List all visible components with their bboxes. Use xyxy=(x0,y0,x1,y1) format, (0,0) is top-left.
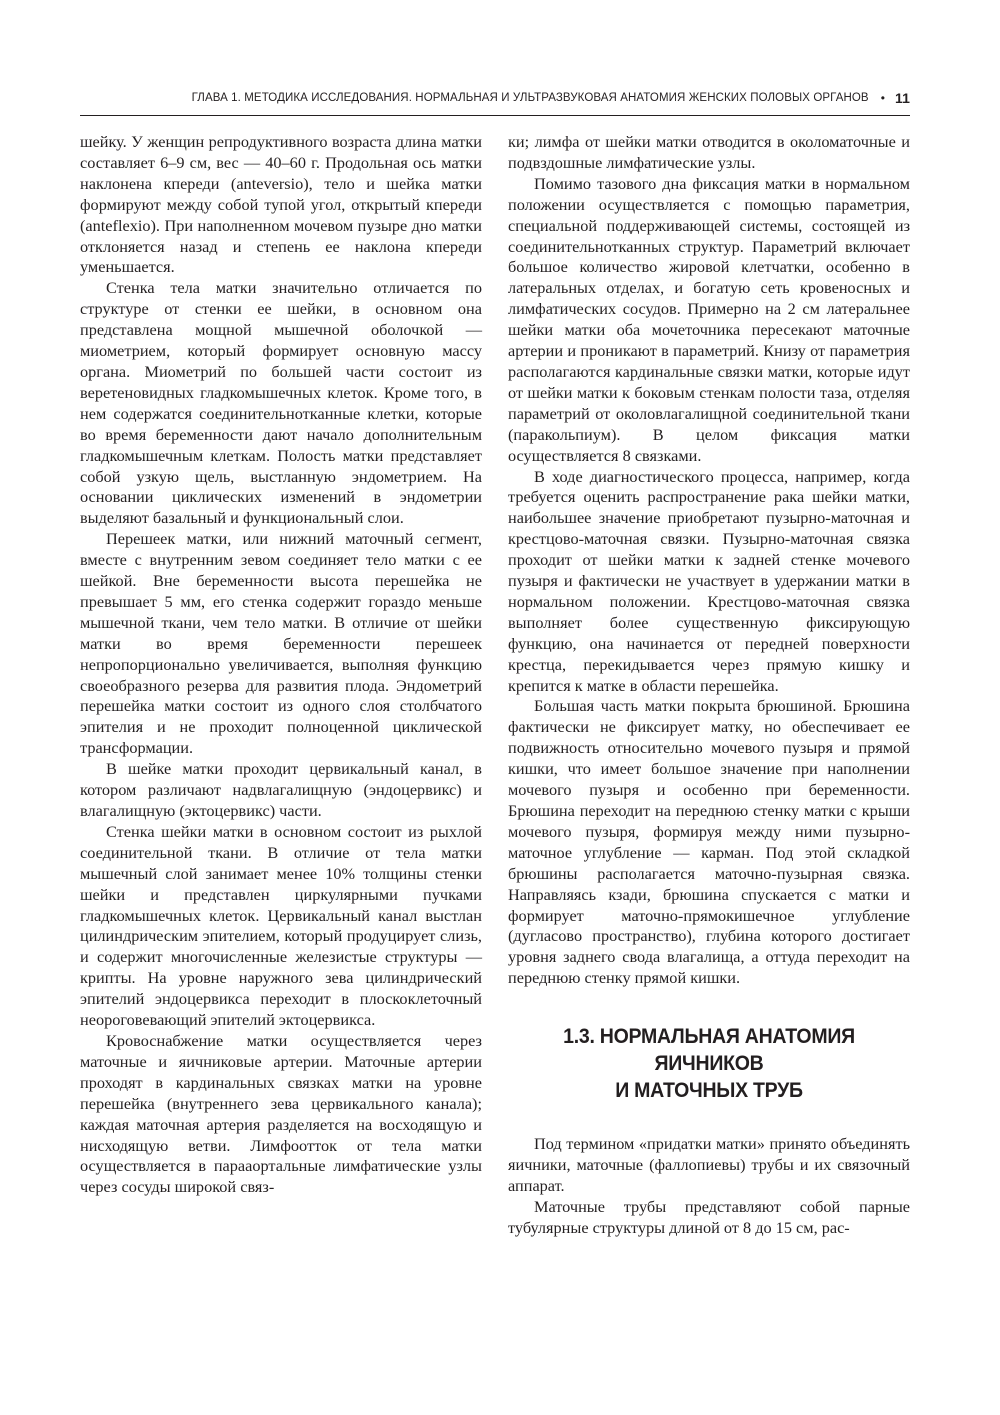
paragraph: шейку. У женщин репродуктивного возраста длина матки составляет 6–9 см, вес — 40–60 г. Продольная ось матки наклонена кпереди (anteversio), тело и шейка матки формируют между собой тупой угол, открытый кпереди (anteflexio). При наполненном мочевом пузыре дно матки отклоняется назад и степень ее наклона кпереди уменьшается. xyxy=(80,132,482,277)
paragraph: В шейке матки проходит цервикальный канал, в котором различают надвлагалищную (эндоцервикс) и влагалищную (эктоцервикс) части. xyxy=(80,759,482,820)
paragraph: Стенка тела матки значительно отличается по структуре от стенки ее шейки, в основном она представлена мощной мышечной оболочкой — миометрием, который формирует основную массу органа. Миометрий по большей части состоит из веретеновидных гладкомышечных клеток. Кроме того, в нем содержатся соединительнотканные клетки, которые во время беременности дают начало дополнительным гладкомышечным клеткам. Полость матки представляет собой узкую щель, выстланную эндометрием. На основании циклических изменений в эндометрии выделяют базальный и функциональный слои. xyxy=(80,278,482,528)
paragraph: ки; лимфа от шейки матки отводится в околоматочные и подвздошные лимфатические узлы. xyxy=(508,132,910,172)
paragraph: Кровоснабжение матки осуществляется через маточные и яичниковые артерии. Маточные артерии проходят в кардинальных связках матки на уровне перешейка (внутреннего зева цервикального канала); каждая маточная артерия разделяется на восходящую и нисходящую ветви. Лимфоотток от тела матки осуществляется в парааортальные лимфатические узлы через сосуды широкой связ- xyxy=(80,1030,482,1197)
section-title-line-1: 1.3. НОРМАЛЬНАЯ АНАТОМИЯ ЯИЧНИКОВ xyxy=(563,1025,855,1076)
paragraph: Большая часть матки покрыта брюшиной. Брюшина фактически не фиксирует матку, но обеспечивает ее подвижность относительно мочевого пузыря и прямой кишки, что имеет большое значение при наполнении мочевого пузыря и особенно при беременности. Брюшина переходит на переднюю стенку матки с крыши мочевого пузыря, формируя между ними пузырно-маточное углубление — карман. Под этой складкой брюшины располагается маточно-пузырная связка. Направляясь кзади, брюшина спускается с матки и формирует маточно-прямокишечное углубление (дугласово пространство), глубина которого достигает уровня заднего свода влагалища, а оттуда переходит на переднюю стенку прямой кишки. xyxy=(508,696,910,988)
paragraph: Перешеек матки, или нижний маточный сегмент, вместе с внутренним зевом соединяет тело матки с ее шейкой. Вне беременности высота перешейка не превышает 5 мм, его стенка содержит гораздо меньше мышечной ткани, чем тело матки. В отличие от шейки матки во время беременности перешеек непропорционально увеличивается, выполняя функцию своеобразного резерва для развития плода. Эндометрий перешейка матки состоит из одного слоя столбчатого эпителия и не проходит полноценной циклической трансформации. xyxy=(80,529,482,758)
section-title xyxy=(522,1023,896,1104)
right-column xyxy=(508,132,910,1239)
paragraph: Под термином «придатки матки» принято объединять яичники, маточные (фаллопиевы) трубы и их связочный аппарат. xyxy=(508,1134,910,1195)
page-number: 11 xyxy=(895,90,910,106)
header-bullet: • xyxy=(880,91,885,105)
paragraph: Стенка шейки матки в основном состоит из рыхлой соединительной ткани. В отличие от тела матки мышечный слой занимает менее 10% толщины стенки шейки и представлен циркулярными пучками гладкомышечных клеток. Цервикальный канал выстлан цилиндрическим эпителием, который продуцирует слизь, и содержит многочисленные железистые структуры — крипты. На уровне наружного зева цилиндрический эпителий эндоцервикса переходит в плоскоклеточный неороговевающий эпителий эктоцервикса. xyxy=(80,821,482,1030)
left-column xyxy=(80,132,482,1198)
header-rule xyxy=(80,115,910,116)
section-title-line-2: И МАТОЧНЫХ ТРУБ xyxy=(615,1079,803,1103)
paragraph: Маточные трубы представляют собой парные тубулярные структуры длиной от 8 до 15 см, рас- xyxy=(508,1196,910,1237)
paragraph: В ходе диагностического процесса, например, когда требуется оценить распространение рака шейки матки, наибольшее значение приобретают пузырно-маточная и крестцово-маточная связки. Пузырно-маточная связка проходит от шейки матки к задней стенке мочевого пузыря и фактически не участвует в удержании матки в нормальном положении. Крестцово-маточная связка выполняет более существенную фиксирующую функцию, она начинается от передней поверхности крестца, перекидывается через прямую кишку и крепится к матке в области перешейка. xyxy=(508,466,910,695)
running-title: ГЛАВА 1. МЕТОДИКА ИССЛЕДОВАНИЯ. НОРМАЛЬНАЯ И УЛЬТРАЗВУКОВАЯ АНАТОМИЯ ЖЕНСКИХ ПОЛОВЫХ ОРГАНОВ xyxy=(191,92,869,104)
running-header xyxy=(80,88,910,108)
paragraph: Помимо тазового дна фиксация матки в нормальном положении осуществляется с помощью параметрия, специальной поддерживающей системы, состоящей из соединительнотканных структур. Параметрий включает большое количество жировой клетчатки, особенно в латеральных отделах, и богатую сеть кровеносных и лимфатических сосудов. Примерно на 2 см латеральнее шейки матки оба мочеточника пересекают маточные артерии и проникают в параметрий. Книзу от параметрия располагаются кардинальные связки матки, которые идут от шейки матки к боковым стенкам полости таза, отделяя параметрий от околовлагалищной соединительной ткани (паракольпиум). В целом фиксация матки осуществляется 8 связками. xyxy=(508,173,910,465)
